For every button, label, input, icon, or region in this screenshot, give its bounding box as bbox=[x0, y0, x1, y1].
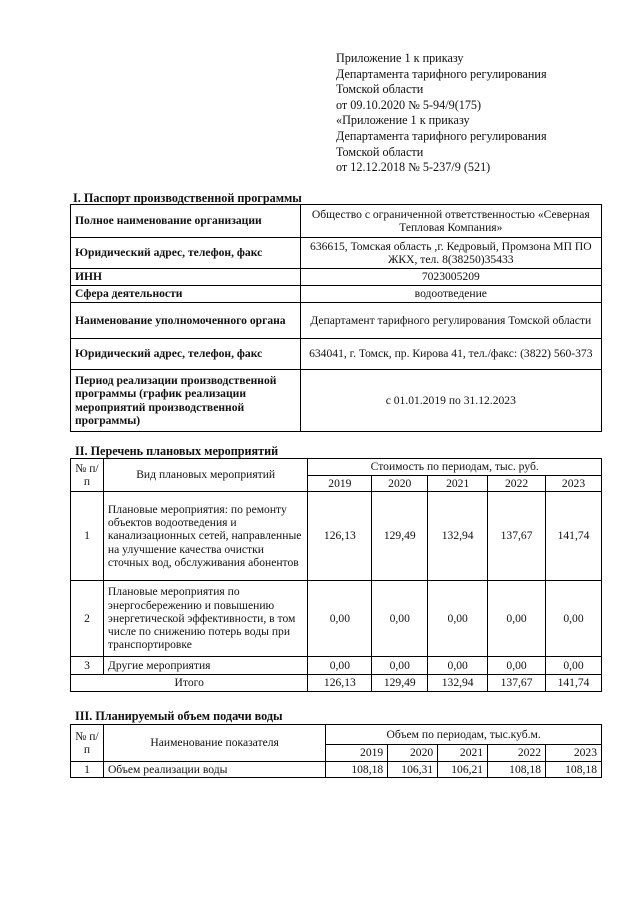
header-line: от 12.12.2018 № 5-237/9 (521) bbox=[336, 160, 491, 175]
passport-value: водоотведение bbox=[300, 286, 601, 303]
passport-label: Полное наименование организации bbox=[71, 205, 301, 238]
total-value: 129,49 bbox=[372, 675, 428, 692]
col-header-num: № п/п bbox=[71, 459, 104, 492]
value-cell: 0,00 bbox=[488, 581, 546, 657]
table-row bbox=[71, 303, 602, 339]
total-value: 137,67 bbox=[488, 675, 546, 692]
header-block bbox=[336, 51, 547, 176]
col-header-group: Объем по периодам, тыс.куб.м. bbox=[326, 725, 602, 745]
table-row bbox=[71, 269, 602, 286]
row-num: 1 bbox=[71, 492, 104, 581]
value-cell: 108,18 bbox=[546, 762, 602, 778]
passport-label: Период реализации производственной программы (график реализации мероприятий производственной программы) bbox=[71, 370, 301, 432]
total-value: 132,94 bbox=[428, 675, 488, 692]
table-row bbox=[71, 657, 602, 675]
year-header: 2022 bbox=[488, 476, 546, 492]
table-row bbox=[71, 205, 602, 238]
col-header-name: Наименование показателя bbox=[103, 725, 325, 762]
table-row bbox=[71, 238, 602, 269]
year-header: 2022 bbox=[488, 745, 546, 762]
value-cell: 132,94 bbox=[428, 492, 488, 581]
total-value: 126,13 bbox=[308, 675, 372, 692]
passport-value: Департамент тарифного регулирования Томской области bbox=[300, 303, 601, 339]
table-header-row bbox=[71, 459, 602, 476]
value-cell: 0,00 bbox=[428, 657, 488, 675]
header-line: Томской области bbox=[336, 144, 424, 159]
row-name: Другие мероприятия bbox=[103, 657, 308, 675]
table-row bbox=[71, 581, 602, 657]
value-cell: 108,18 bbox=[326, 762, 388, 778]
total-value: 141,74 bbox=[546, 675, 602, 692]
year-header: 2021 bbox=[428, 476, 488, 492]
header-line: от 09.10.2020 № 5-94/9(175) bbox=[336, 97, 482, 112]
value-cell: 106,21 bbox=[438, 762, 488, 778]
row-name: Плановые мероприятия по энергосбережению и повышению энергетической эффективности, в том числе по снижению потерь воды при транспортировке bbox=[103, 581, 308, 657]
value-cell: 0,00 bbox=[488, 657, 546, 675]
passport-value: 634041, г. Томск, пр. Кирова 41, тел./факс: (3822) 560-373 bbox=[300, 339, 601, 370]
table-row bbox=[71, 286, 602, 303]
passport-value: с 01.01.2019 по 31.12.2023 bbox=[300, 370, 601, 432]
row-num: 2 bbox=[71, 581, 104, 657]
passport-label: Сфера деятельности bbox=[71, 286, 301, 303]
passport-table bbox=[70, 204, 602, 432]
value-cell: 108,18 bbox=[488, 762, 546, 778]
passport-label: ИНН bbox=[71, 269, 301, 286]
value-cell: 0,00 bbox=[546, 657, 602, 675]
value-cell: 0,00 bbox=[308, 581, 372, 657]
passport-value: 7023005209 bbox=[300, 269, 601, 286]
row-name: Объем реализации воды bbox=[103, 762, 325, 778]
year-header: 2020 bbox=[372, 476, 428, 492]
year-header: 2019 bbox=[308, 476, 372, 492]
value-cell: 106,31 bbox=[388, 762, 438, 778]
total-label: Итого bbox=[71, 675, 308, 692]
total-row bbox=[71, 675, 602, 692]
col-header-num: № п/п bbox=[71, 725, 104, 762]
header-line: Департамента тарифного регулирования bbox=[336, 128, 547, 143]
header-line: «Приложение 1 к приказу bbox=[336, 113, 470, 128]
row-num: 1 bbox=[71, 762, 104, 778]
value-cell: 137,67 bbox=[488, 492, 546, 581]
col-header-group: Стоимость по периодам, тыс. руб. bbox=[308, 459, 602, 476]
table-row bbox=[71, 339, 602, 370]
passport-label: Юридический адрес, телефон, факс bbox=[71, 238, 301, 269]
passport-value: 636615, Томская область ,г. Кедровый, Промзона МП ПО ЖКХ, тел. 8(38250)35433 bbox=[300, 238, 601, 269]
header-line: Департамента тарифного регулирования bbox=[336, 66, 547, 81]
table-row bbox=[71, 492, 602, 581]
passport-label: Наименование уполномоченного органа bbox=[71, 303, 301, 339]
section1-title: I. Паспорт производственной программы bbox=[73, 191, 302, 205]
year-header: 2023 bbox=[546, 476, 602, 492]
year-header: 2019 bbox=[326, 745, 388, 762]
value-cell: 0,00 bbox=[546, 581, 602, 657]
value-cell: 141,74 bbox=[546, 492, 602, 581]
table-row bbox=[71, 762, 602, 778]
volume-table bbox=[70, 724, 602, 778]
passport-label: Юридический адрес, телефон, факс bbox=[71, 339, 301, 370]
year-header: 2020 bbox=[388, 745, 438, 762]
passport-value: Общество с ограниченной ответственностью «Северная Тепловая Компания» bbox=[300, 205, 601, 238]
value-cell: 0,00 bbox=[372, 657, 428, 675]
header-line: Томской области bbox=[336, 82, 424, 97]
value-cell: 0,00 bbox=[372, 581, 428, 657]
col-header-name: Вид плановых мероприятий bbox=[103, 459, 308, 492]
year-header: 2023 bbox=[546, 745, 602, 762]
row-num: 3 bbox=[71, 657, 104, 675]
header-line: Приложение 1 к приказу bbox=[336, 51, 464, 65]
value-cell: 0,00 bbox=[428, 581, 488, 657]
row-name: Плановые мероприятия: по ремонту объектов водоотведения и канализационных сетей, направленные на улучшение качества очистки сточных вод, обслуживания абонентов bbox=[103, 492, 308, 581]
table-header-row bbox=[71, 725, 602, 745]
table-row bbox=[71, 370, 602, 432]
value-cell: 0,00 bbox=[308, 657, 372, 675]
year-header: 2021 bbox=[438, 745, 488, 762]
section2-title: II. Перечень плановых мероприятий bbox=[75, 444, 279, 458]
measures-table bbox=[70, 458, 602, 692]
section3-title: III. Планируемый объем подачи воды bbox=[75, 709, 283, 723]
value-cell: 126,13 bbox=[308, 492, 372, 581]
value-cell: 129,49 bbox=[372, 492, 428, 581]
